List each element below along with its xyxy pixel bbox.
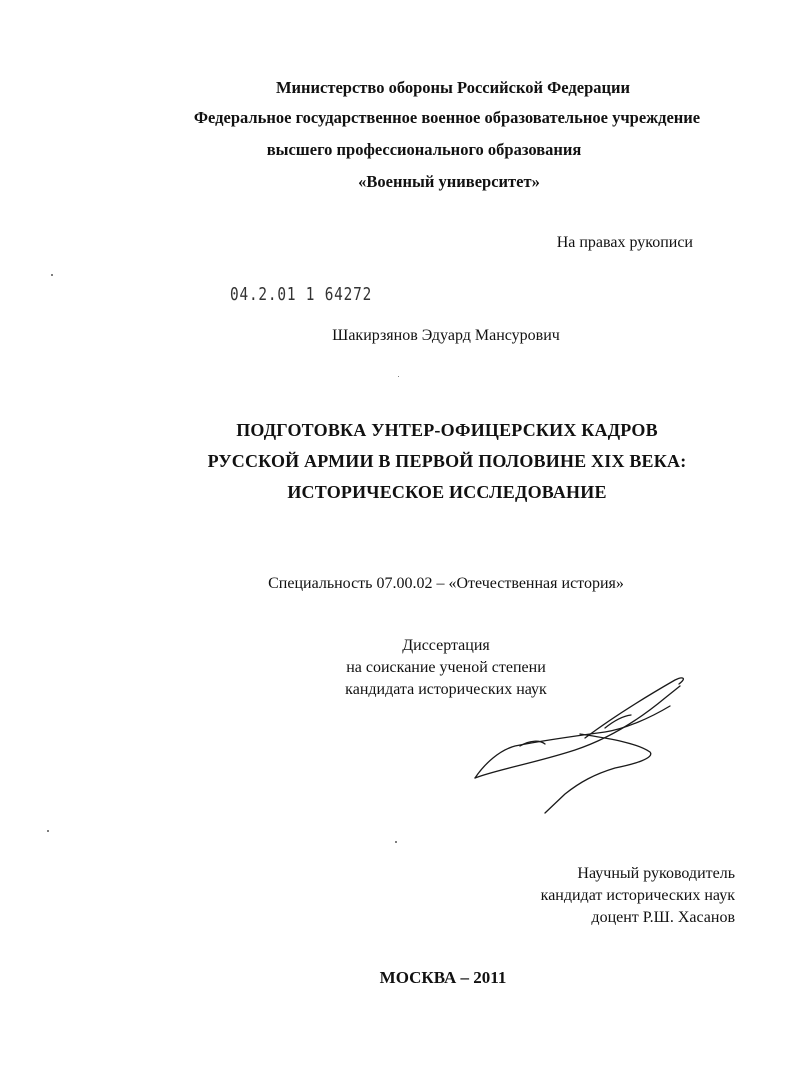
- city-year: МОСКВА – 2011: [379, 968, 507, 987]
- supervisor-role: Научный руководитель: [577, 865, 735, 882]
- education-level: высшего профессионального образования: [266, 140, 582, 159]
- registration-stamp: 04.2.01 1 64272: [230, 284, 373, 305]
- institution-name: Федеральное государственное военное образовательное учреждение: [193, 108, 701, 127]
- title-line-3: ИСТОРИЧЕСКОЕ ИССЛЕДОВАНИЕ: [287, 482, 607, 502]
- scan-speck: [395, 841, 397, 843]
- specialty-line: Специальность 07.00.02 – «Отечественная история»: [268, 575, 624, 592]
- handwritten-signature: [465, 668, 695, 818]
- title-line-1: ПОДГОТОВКА УНТЕР-ОФИЦЕРСКИХ КАДРОВ: [236, 420, 658, 440]
- dissertation-degree: кандидата исторических наук: [345, 681, 547, 698]
- supervisor-name: доцент Р.Ш. Хасанов: [591, 909, 735, 926]
- scan-speck: [398, 376, 399, 377]
- title-line-2: РУССКОЙ АРМИИ В ПЕРВОЙ ПОЛОВИНЕ XIX ВЕКА:: [207, 451, 687, 471]
- university-name: «Военный университет»: [358, 172, 540, 191]
- scan-speck: [51, 274, 53, 276]
- rights-note: На правах рукописи: [556, 234, 693, 251]
- scan-speck: [47, 830, 49, 832]
- ministry-name: Министерство обороны Российской Федерации: [275, 78, 631, 97]
- supervisor-degree: кандидат исторических наук: [540, 887, 735, 904]
- dissertation-type: Диссертация: [402, 637, 490, 654]
- dissertation-purpose: на соискание ученой степени: [346, 659, 546, 676]
- author-name: Шакирзянов Эдуард Мансурович: [332, 327, 560, 344]
